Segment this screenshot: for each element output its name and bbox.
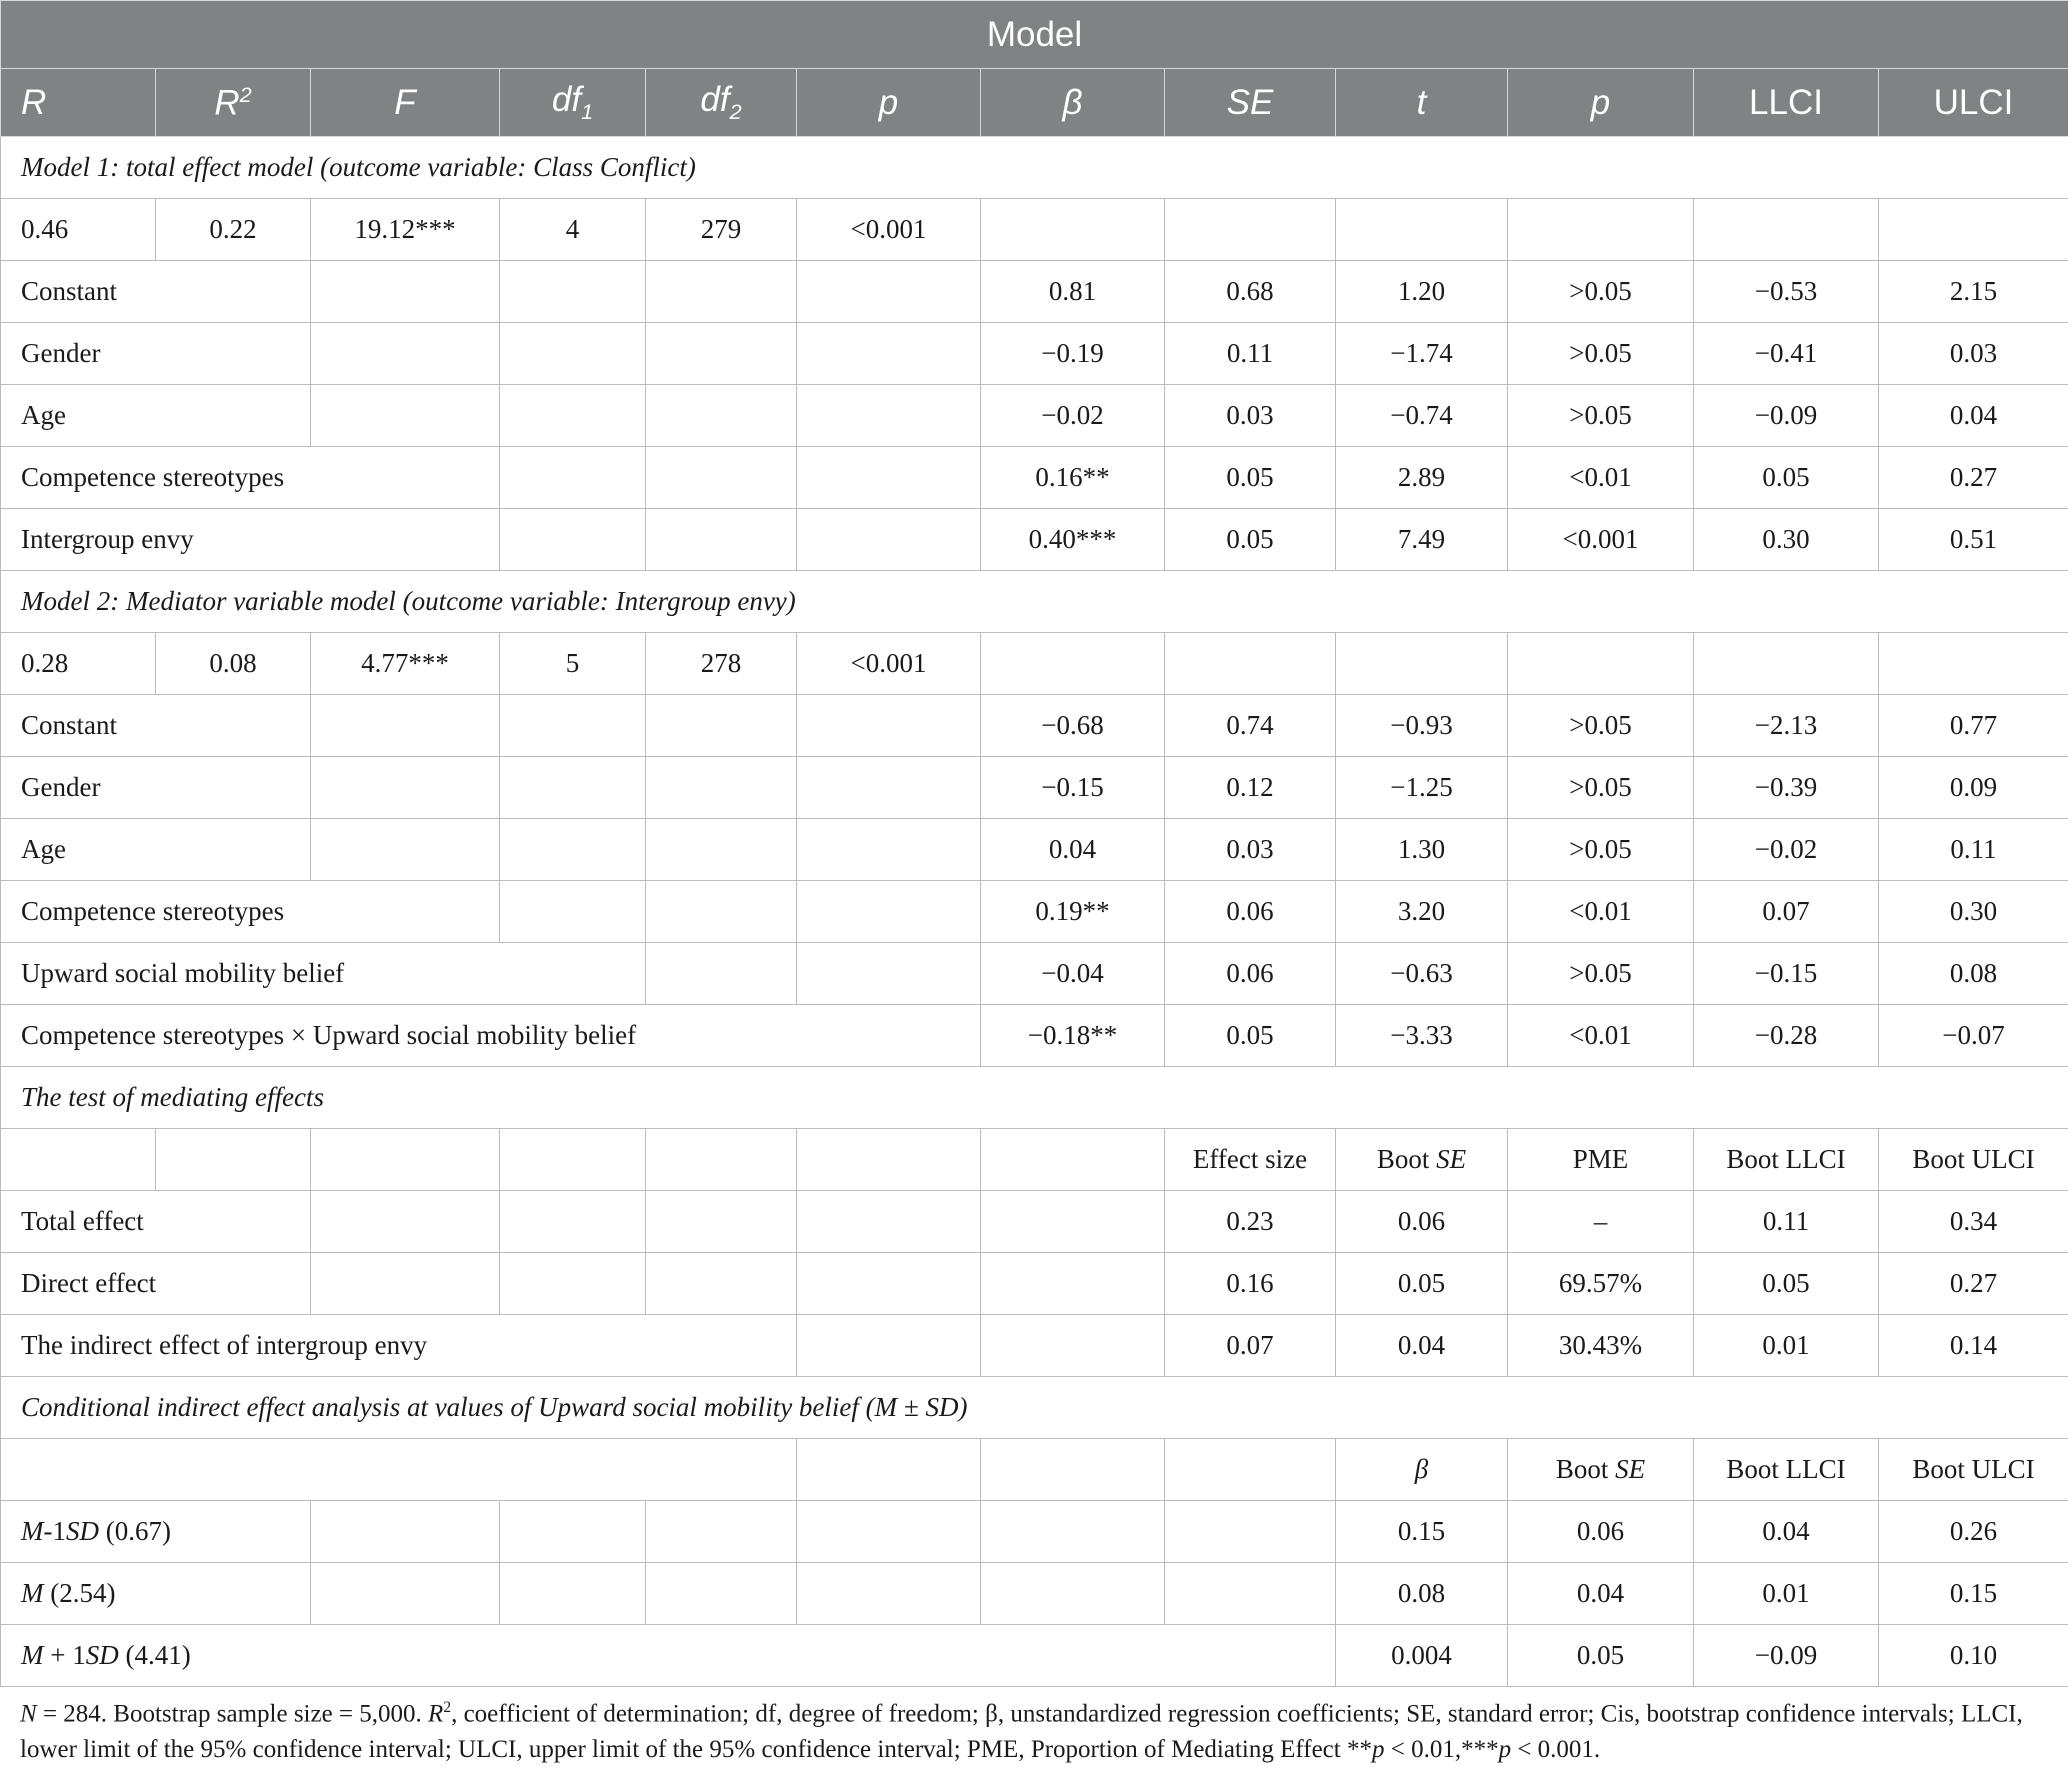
empty-cell [1508, 199, 1694, 261]
empty-cell [646, 695, 797, 757]
cell-llci: −0.15 [1694, 943, 1879, 1005]
header-p: p [797, 69, 981, 137]
header-r2: $R^2$ [156, 69, 311, 137]
table-row [1, 1315, 2068, 1377]
cell-ulci: 2.15 [1879, 261, 2068, 323]
empty-cell [797, 1563, 981, 1625]
cell-llci: −0.28 [1694, 1005, 1879, 1067]
model1-title: Model 1: total effect model (outcome variable: Class Conflict) [1, 137, 2068, 199]
table-row [1, 385, 2068, 447]
empty-cell [1165, 1439, 1336, 1501]
cell-se: 0.03 [1165, 819, 1336, 881]
cell-boot-llci: 0.05 [1694, 1253, 1879, 1315]
table-row [1, 1191, 2068, 1253]
table-title: Model [1, 1, 2068, 69]
cell-r: 0.46 [1, 199, 156, 261]
cell-se: 0.74 [1165, 695, 1336, 757]
cell-boot-ulci: 0.14 [1879, 1315, 2068, 1377]
row-label: Intergroup envy [1, 509, 500, 571]
cell-t: 1.30 [1336, 819, 1508, 881]
empty-cell [646, 757, 797, 819]
cell-boot-se: 0.04 [1336, 1315, 1508, 1377]
cell-p: <0.01 [1508, 447, 1694, 509]
empty-cell [981, 1439, 1165, 1501]
table-row [1, 695, 2068, 757]
cell-boot-ulci: 0.10 [1879, 1625, 2068, 1687]
row-label: Constant [1, 695, 311, 757]
cell-p: >0.05 [1508, 261, 1694, 323]
table-row [1, 1005, 2068, 1067]
cell-boot-ulci: 0.26 [1879, 1501, 2068, 1563]
cell-boot-ulci: 0.34 [1879, 1191, 2068, 1253]
empty-cell [500, 261, 646, 323]
empty-cell [646, 385, 797, 447]
empty-cell [646, 881, 797, 943]
row-label: Gender [1, 757, 311, 819]
empty-cell [1, 1439, 797, 1501]
empty-cell [797, 1315, 981, 1377]
cell-ulci: 0.04 [1879, 385, 2068, 447]
empty-cell [646, 447, 797, 509]
empty-cell [646, 943, 797, 1005]
empty-cell [311, 1253, 500, 1315]
cell-boot-se: 0.06 [1508, 1501, 1694, 1563]
empty-cell [156, 1129, 311, 1191]
row-label: Competence stereotypes [1, 447, 500, 509]
empty-cell [797, 261, 981, 323]
row-label: Age [1, 385, 311, 447]
conditional-title: Conditional indirect effect analysis at values of Upward social mobility belief (M ± SD) [1, 1377, 2068, 1439]
header-r: R [1, 69, 156, 137]
cell-pme: 69.57% [1508, 1253, 1694, 1315]
empty-cell [500, 757, 646, 819]
empty-cell [981, 199, 1165, 261]
table-row [1, 1253, 2068, 1315]
empty-cell [500, 323, 646, 385]
empty-cell [797, 1439, 981, 1501]
table-row [1, 323, 2068, 385]
empty-cell [500, 1253, 646, 1315]
empty-cell [797, 323, 981, 385]
summary-row [1, 633, 2068, 695]
row-label: Total effect [1, 1191, 311, 1253]
empty-cell [646, 1129, 797, 1191]
cell-llci: −0.53 [1694, 261, 1879, 323]
cell-beta: 0.40*** [981, 509, 1165, 571]
empty-cell [311, 323, 500, 385]
cell-r2: 0.08 [156, 633, 311, 695]
cell-se: 0.05 [1165, 509, 1336, 571]
cell-boot-llci: 0.04 [1694, 1501, 1879, 1563]
cell-beta: 0.81 [981, 261, 1165, 323]
subheader-boot-ulci: Boot ULCI [1879, 1129, 2068, 1191]
empty-cell [981, 633, 1165, 695]
empty-cell [981, 1191, 1165, 1253]
cell-p: <0.01 [1508, 1005, 1694, 1067]
cell-boot-llci: −0.09 [1694, 1625, 1879, 1687]
cell-se: 0.06 [1165, 881, 1336, 943]
table-row [1, 819, 2068, 881]
empty-cell [500, 881, 646, 943]
cell-boot-ulci: 0.15 [1879, 1563, 2068, 1625]
row-label: Direct effect [1, 1253, 311, 1315]
empty-cell [797, 757, 981, 819]
empty-cell [646, 819, 797, 881]
empty-cell [311, 385, 500, 447]
cell-llci: −0.09 [1694, 385, 1879, 447]
row-label: M + 1SD (4.41) [1, 1625, 1336, 1687]
cell-boot-se: 0.05 [1508, 1625, 1694, 1687]
empty-cell [1694, 199, 1879, 261]
cell-p: >0.05 [1508, 695, 1694, 757]
empty-cell [311, 819, 500, 881]
empty-cell [1694, 633, 1879, 695]
cell-beta: −0.19 [981, 323, 1165, 385]
cell-beta: −0.02 [981, 385, 1165, 447]
table-row [1, 881, 2068, 943]
empty-cell [311, 261, 500, 323]
summary-row [1, 199, 2068, 261]
empty-cell [500, 509, 646, 571]
cell-beta: 0.16** [981, 447, 1165, 509]
cell-pme: – [1508, 1191, 1694, 1253]
cell-t: −0.63 [1336, 943, 1508, 1005]
table-footnote: N = 284. Bootstrap sample size = 5,000. $R^2$, coefficient of determination; df, degree of freedom; β, unstandardized regression coefficients; SE, standard error; Cis, bootstrap confidence intervals; LLCI, lower limit of the 95% confidence interval; ULCI, upper limit of the 95% confidence interval; PME, Proportion of Mediating Effect **p < 0.01,***p < 0.001. [20, 1699, 2023, 1764]
empty-cell [981, 1253, 1165, 1315]
empty-cell [311, 1501, 500, 1563]
cell-ulci: 0.09 [1879, 757, 2068, 819]
table-row [1, 509, 2068, 571]
header-ulci: ULCI [1879, 69, 2068, 137]
empty-cell [797, 881, 981, 943]
cell-r: 0.28 [1, 633, 156, 695]
subheader-pme: PME [1508, 1129, 1694, 1191]
empty-cell [1165, 199, 1336, 261]
cell-t: 1.20 [1336, 261, 1508, 323]
empty-cell [311, 1129, 500, 1191]
cell-df1: 5 [500, 633, 646, 695]
header-f: F [311, 69, 500, 137]
empty-cell [500, 447, 646, 509]
cell-t: −0.93 [1336, 695, 1508, 757]
cell-ulci: 0.27 [1879, 447, 2068, 509]
cell-t: −0.74 [1336, 385, 1508, 447]
cell-llci: −0.02 [1694, 819, 1879, 881]
empty-cell [311, 1563, 500, 1625]
table-row [1, 757, 2068, 819]
empty-cell [500, 385, 646, 447]
cell-boot-llci: 0.01 [1694, 1315, 1879, 1377]
empty-cell [1, 1129, 156, 1191]
cell-t: −1.25 [1336, 757, 1508, 819]
cell-p: >0.05 [1508, 943, 1694, 1005]
table-row [1, 943, 2068, 1005]
cell-p: <0.01 [1508, 881, 1694, 943]
empty-cell [500, 1129, 646, 1191]
empty-cell [1336, 199, 1508, 261]
empty-cell [797, 943, 981, 1005]
model2-title: Model 2: Mediator variable model (outcome variable: Intergroup envy) [1, 571, 2068, 633]
empty-cell [1879, 199, 2068, 261]
cell-se: 0.12 [1165, 757, 1336, 819]
header-p2: p [1508, 69, 1694, 137]
empty-cell [500, 695, 646, 757]
row-label: M (2.54) [1, 1563, 311, 1625]
empty-cell [981, 1315, 1165, 1377]
cell-se: 0.11 [1165, 323, 1336, 385]
subheader-boot-se: Boot SE [1508, 1439, 1694, 1501]
empty-cell [646, 261, 797, 323]
cell-beta: 0.04 [981, 819, 1165, 881]
row-label: Competence stereotypes [1, 881, 500, 943]
cell-effect: 0.23 [1165, 1191, 1336, 1253]
cell-t: −1.74 [1336, 323, 1508, 385]
cell-ulci: 0.08 [1879, 943, 2068, 1005]
empty-cell [646, 1501, 797, 1563]
cell-beta: −0.68 [981, 695, 1165, 757]
cell-beta: 0.08 [1336, 1563, 1508, 1625]
empty-cell [646, 323, 797, 385]
table-row [1, 447, 2068, 509]
section-row [1, 571, 2068, 633]
cell-f: 19.12*** [311, 199, 500, 261]
cell-llci: 0.07 [1694, 881, 1879, 943]
cell-p: >0.05 [1508, 819, 1694, 881]
cell-effect: 0.07 [1165, 1315, 1336, 1377]
empty-cell [797, 1129, 981, 1191]
table-row [1, 1563, 2068, 1625]
row-label: Age [1, 819, 311, 881]
empty-cell [646, 1563, 797, 1625]
cell-se: 0.05 [1165, 447, 1336, 509]
cell-ulci: 0.30 [1879, 881, 2068, 943]
empty-cell [981, 1501, 1165, 1563]
subheader-boot-llci: Boot LLCI [1694, 1129, 1879, 1191]
cell-ulci: −0.07 [1879, 1005, 2068, 1067]
empty-cell [797, 695, 981, 757]
cell-ulci: 0.03 [1879, 323, 2068, 385]
cell-se: 0.06 [1165, 943, 1336, 1005]
empty-cell [646, 509, 797, 571]
header-df2: $df_2$ [646, 69, 797, 137]
empty-cell [1165, 633, 1336, 695]
cell-llci: −2.13 [1694, 695, 1879, 757]
row-label: Upward social mobility belief [1, 943, 646, 1005]
cell-se: 0.03 [1165, 385, 1336, 447]
cell-pme: 30.43% [1508, 1315, 1694, 1377]
empty-cell [500, 1191, 646, 1253]
subheader-boot-llci: Boot LLCI [1694, 1439, 1879, 1501]
section-row [1, 137, 2068, 199]
cell-boot-llci: 0.11 [1694, 1191, 1879, 1253]
empty-cell [1879, 633, 2068, 695]
cell-t: 2.89 [1336, 447, 1508, 509]
subheader-row [1, 1439, 2068, 1501]
cell-ulci: 0.11 [1879, 819, 2068, 881]
column-header-row [1, 69, 2068, 137]
cell-r2: 0.22 [156, 199, 311, 261]
cell-beta: −0.04 [981, 943, 1165, 1005]
empty-cell [500, 1563, 646, 1625]
cell-ulci: 0.77 [1879, 695, 2068, 757]
cell-boot-se: 0.05 [1336, 1253, 1508, 1315]
empty-cell [797, 819, 981, 881]
header-beta: β [981, 69, 1165, 137]
cell-df2: 279 [646, 199, 797, 261]
table-row [1, 1501, 2068, 1563]
cell-llci: 0.05 [1694, 447, 1879, 509]
empty-cell [797, 1501, 981, 1563]
cell-se: 0.68 [1165, 261, 1336, 323]
header-df1: $df_1$ [500, 69, 646, 137]
cell-ulci: 0.51 [1879, 509, 2068, 571]
cell-df1: 4 [500, 199, 646, 261]
cell-beta: −0.15 [981, 757, 1165, 819]
row-label: The indirect effect of intergroup envy [1, 1315, 797, 1377]
cell-boot-llci: 0.01 [1694, 1563, 1879, 1625]
empty-cell [500, 1501, 646, 1563]
cell-p: >0.05 [1508, 385, 1694, 447]
cell-p: <0.001 [797, 199, 981, 261]
empty-cell [797, 385, 981, 447]
cell-p: <0.001 [1508, 509, 1694, 571]
table-title-row [1, 1, 2068, 69]
cell-se: 0.05 [1165, 1005, 1336, 1067]
section-row [1, 1067, 2068, 1129]
cell-beta: −0.18** [981, 1005, 1165, 1067]
empty-cell [311, 757, 500, 819]
cell-t: −3.33 [1336, 1005, 1508, 1067]
cell-p: >0.05 [1508, 323, 1694, 385]
subheader-row [1, 1129, 2068, 1191]
mediation-title: The test of mediating effects [1, 1067, 2068, 1129]
subheader-beta: β [1336, 1439, 1508, 1501]
cell-beta: 0.15 [1336, 1501, 1508, 1563]
empty-cell [1165, 1501, 1336, 1563]
empty-cell [1165, 1563, 1336, 1625]
empty-cell [797, 1191, 981, 1253]
cell-llci: 0.30 [1694, 509, 1879, 571]
row-label: Constant [1, 261, 311, 323]
row-label: Gender [1, 323, 311, 385]
cell-boot-ulci: 0.27 [1879, 1253, 2068, 1315]
empty-cell [1508, 633, 1694, 695]
cell-boot-se: 0.04 [1508, 1563, 1694, 1625]
cell-p: >0.05 [1508, 757, 1694, 819]
empty-cell [797, 509, 981, 571]
cell-beta: 0.19** [981, 881, 1165, 943]
header-se: SE [1165, 69, 1336, 137]
table-row [1, 1625, 2068, 1687]
cell-t: 7.49 [1336, 509, 1508, 571]
cell-boot-se: 0.06 [1336, 1191, 1508, 1253]
subheader-boot-se: Boot SE [1336, 1129, 1508, 1191]
cell-beta: 0.004 [1336, 1625, 1508, 1687]
header-llci: LLCI [1694, 69, 1879, 137]
cell-llci: −0.41 [1694, 323, 1879, 385]
cell-f: 4.77*** [311, 633, 500, 695]
cell-effect: 0.16 [1165, 1253, 1336, 1315]
empty-cell [500, 819, 646, 881]
empty-cell [797, 447, 981, 509]
header-t: t [1336, 69, 1508, 137]
cell-p: <0.001 [797, 633, 981, 695]
section-row [1, 1377, 2068, 1439]
empty-cell [981, 1563, 1165, 1625]
empty-cell [311, 1191, 500, 1253]
cell-df2: 278 [646, 633, 797, 695]
empty-cell [797, 1253, 981, 1315]
row-label: Competence stereotypes × Upward social mobility belief [1, 1005, 981, 1067]
row-label: M-1SD (0.67) [1, 1501, 311, 1563]
subheader-boot-ulci: Boot ULCI [1879, 1439, 2068, 1501]
empty-cell [311, 695, 500, 757]
subheader-effect-size: Effect size [1165, 1129, 1336, 1191]
cell-llci: −0.39 [1694, 757, 1879, 819]
table-row [1, 261, 2068, 323]
empty-cell [646, 1191, 797, 1253]
empty-cell [646, 1253, 797, 1315]
empty-cell [981, 1129, 1165, 1191]
cell-t: 3.20 [1336, 881, 1508, 943]
empty-cell [1336, 633, 1508, 695]
